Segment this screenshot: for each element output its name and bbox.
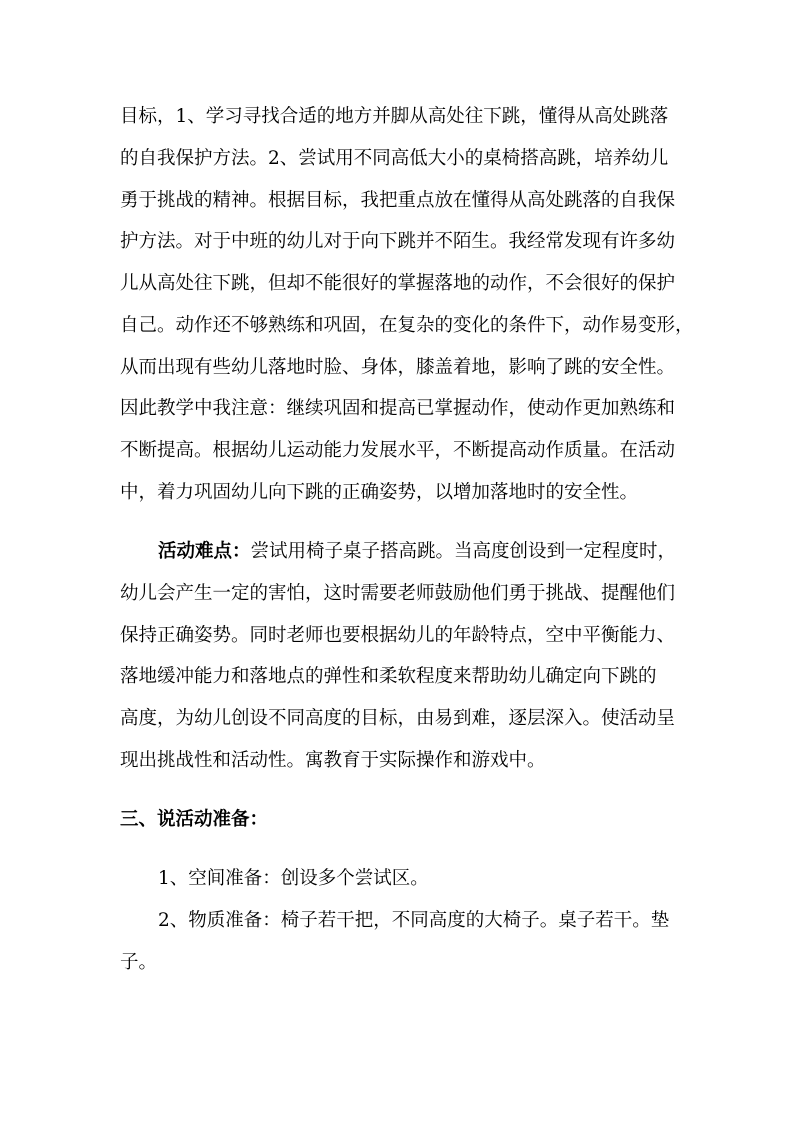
body-text-line: 护方法。对于中班的幼儿对于向下跳并不陌生。我经常发现有许多幼: [120, 231, 676, 252]
body-text-line: 从而出现有些幼儿落地时脸、身体，膝盖着地，影响了跳的安全性。: [120, 357, 676, 378]
prep-item-materials: 2、物质准备：椅子若干把，不同高度的大椅子。桌子若干。垫: [158, 910, 670, 931]
body-text-line: 自己。动作还不够熟练和巩固，在复杂的变化的条件下，动作易变形，: [120, 315, 694, 336]
body-text-line: 的自我保护方法。2、尝试用不同高低大小的桌椅搭高跳，培养幼儿: [120, 148, 669, 169]
body-text-line: 现出挑战性和活动性。寓教育于实际操作和游戏中。: [120, 750, 546, 771]
body-text-line: 中，着力巩固幼儿向下跳的正确姿势，以增加落地时的安全性。: [120, 482, 639, 503]
body-text-line: 勇于挑战的精神。根据目标，我把重点放在懂得从高处跳落的自我保: [120, 190, 676, 211]
body-text-line: 高度，为幼儿创设不同高度的目标，由易到难，逐层深入。使活动呈: [120, 708, 676, 729]
difficulty-heading: 活动难点：: [158, 541, 251, 562]
body-text-line: 目标，1、学习寻找合适的地方并脚从高处往下跳，懂得从高处跳落: [120, 106, 669, 127]
body-text-line: 幼儿会产生一定的害怕，这时需要老师鼓励他们勇于挑战、提醒他们: [120, 583, 676, 604]
body-text-line: 儿从高处往下跳，但却不能很好的掌握落地的动作，不会很好的保护: [120, 273, 676, 294]
prep-item-materials-cont: 子。: [120, 952, 158, 973]
body-text-line: 因此教学中我注意：继续巩固和提高已掌握动作，使动作更加熟练和: [120, 398, 676, 419]
body-text-line: 落地缓冲能力和落地点的弹性和柔软程度来帮助幼儿确定向下跳的: [120, 666, 657, 687]
difficulty-first-line-text: 尝试用椅子桌子搭高跳。当高度创设到一定程度时，: [250, 541, 677, 562]
section-heading: 三、说活动准备：: [120, 809, 269, 830]
prep-item-space: 1、空间准备：创设多个尝试区。: [158, 868, 429, 889]
body-text-line: 保持正确姿势。同时老师也要根据幼儿的年龄特点，空中平衡能力、: [120, 625, 676, 646]
difficulty-first-line: [158, 540, 676, 564]
body-text-line: 不断提高。根据幼儿运动能力发展水平，不断提高动作质量。在活动: [120, 440, 676, 461]
